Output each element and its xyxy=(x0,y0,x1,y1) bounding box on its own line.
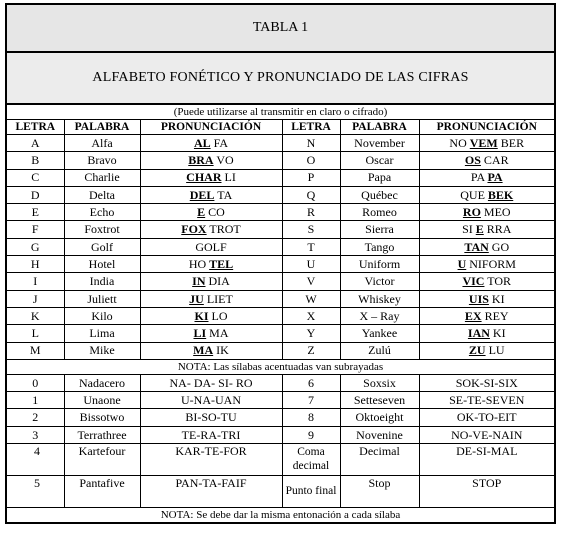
word-cell: Foxtrot xyxy=(64,221,140,238)
syllable-plain: BER xyxy=(497,135,525,150)
letter-cell: F xyxy=(6,221,64,238)
letter-cell: T xyxy=(282,238,340,255)
digit-cell: 3 xyxy=(6,426,64,443)
letter-cell: X xyxy=(282,307,340,324)
letter-cell: B xyxy=(6,152,64,169)
pronunciation-cell: STOP xyxy=(419,476,555,508)
stressed-syllable xyxy=(487,170,502,184)
header-letra-2: LETRA xyxy=(282,120,340,135)
pronunciation-cell: SOK-SI-SIX xyxy=(419,374,555,391)
stressed-syllable-text: TEL xyxy=(209,256,234,271)
stressed-syllable xyxy=(470,136,498,150)
word-cell: Bravo xyxy=(64,152,140,169)
pronunciation-cell: NA- DA- SI- RO xyxy=(140,374,282,391)
pronunciation-cell xyxy=(140,238,282,255)
word-cell: Papa xyxy=(340,169,419,186)
syllable-plain: IK xyxy=(213,343,229,358)
table-subtitle: ALFABETO FONÉTICO Y PRONUNCIADO DE LAS CIFRAS xyxy=(6,52,555,104)
stressed-syllable xyxy=(469,343,486,357)
stressed-syllable xyxy=(458,257,467,271)
word-cell: Yankee xyxy=(340,325,419,342)
pronunciation-cell: NO-VE-NAIN xyxy=(419,426,555,443)
pronunciation-cell xyxy=(419,325,555,342)
pronunciation-cell xyxy=(419,169,555,186)
word-cell: Uniform xyxy=(340,256,419,273)
stressed-syllable xyxy=(468,326,490,340)
letter-row xyxy=(6,273,555,290)
word-cell: Pantafive xyxy=(64,476,140,508)
note-top: (Puede utilizarse al transmitir en claro o cifrado) xyxy=(6,104,555,120)
syllable-plain: TOR xyxy=(484,274,512,289)
letter-cell: H xyxy=(6,256,64,273)
word-cell: Alfa xyxy=(64,135,140,152)
stressed-syllable xyxy=(189,292,204,306)
pronunciation-cell xyxy=(140,221,282,238)
letter-cell: G xyxy=(6,238,64,255)
letter-cell: E xyxy=(6,204,64,221)
word-cell: Setteseven xyxy=(340,392,419,409)
pronunciation-cell: BI-SO-TU xyxy=(140,409,282,426)
syllable-plain: QUE xyxy=(460,187,488,202)
word-cell: Kartefour xyxy=(64,444,140,476)
word-cell: Echo xyxy=(64,204,140,221)
syllable-plain: KI xyxy=(488,291,505,306)
letter-row xyxy=(6,342,555,359)
stressed-syllable-text: MA xyxy=(193,343,214,358)
word-cell: November xyxy=(340,135,419,152)
stressed-syllable-text: BRA xyxy=(188,153,214,168)
letter-row xyxy=(6,325,555,342)
letter-cell: I xyxy=(6,273,64,290)
header-palabra-2: PALABRA xyxy=(340,120,419,135)
syllable-plain: TROT xyxy=(206,222,241,237)
digit-cell: 1 xyxy=(6,392,64,409)
stressed-syllable-text: EX xyxy=(464,308,482,323)
pronunciation-cell xyxy=(140,273,282,290)
letter-cell: S xyxy=(282,221,340,238)
stressed-syllable-text: E xyxy=(475,222,484,237)
stressed-syllable xyxy=(190,188,215,202)
word-cell: Tango xyxy=(340,238,419,255)
stressed-syllable-text: AL xyxy=(193,135,211,150)
stressed-syllable-text: BEK xyxy=(487,187,514,202)
stressed-syllable-text: E xyxy=(197,205,206,220)
table-title: TABLA 1 xyxy=(6,4,555,52)
digit-cell: 6 xyxy=(282,374,340,391)
phonetic-alphabet-table xyxy=(5,3,556,524)
letter-cell: N xyxy=(282,135,340,152)
stressed-syllable xyxy=(476,222,484,236)
pronunciation-cell xyxy=(140,152,282,169)
letter-cell: K xyxy=(6,307,64,324)
note-bottom: NOTA: Se debe dar la misma entonación a cada sílaba xyxy=(6,508,555,524)
digit-row xyxy=(6,444,555,476)
letter-cell: R xyxy=(282,204,340,221)
stressed-syllable xyxy=(488,188,513,202)
digit-cell: Punto final xyxy=(282,476,340,508)
letter-cell: C xyxy=(6,169,64,186)
syllable-plain: CAR xyxy=(480,153,509,168)
syllable-plain: GOLF xyxy=(195,239,227,254)
word-cell: Sierra xyxy=(340,221,419,238)
digit-row xyxy=(6,374,555,391)
word-cell: Nadacero xyxy=(64,374,140,391)
digit-row xyxy=(6,409,555,426)
letter-cell: Q xyxy=(282,186,340,203)
stressed-syllable-text: DEL xyxy=(189,187,215,202)
stressed-syllable xyxy=(465,153,481,167)
digit-row xyxy=(6,392,555,409)
syllable-plain: LIET xyxy=(203,291,233,306)
syllable-plain: REY xyxy=(481,308,509,323)
pronunciation-cell xyxy=(419,152,555,169)
pronunciation-cell xyxy=(140,186,282,203)
stressed-syllable xyxy=(193,343,213,357)
pronunciation-cell xyxy=(419,290,555,307)
digit-row xyxy=(6,426,555,443)
letter-row xyxy=(6,221,555,238)
word-cell: Zulú xyxy=(340,342,419,359)
letter-cell: P xyxy=(282,169,340,186)
word-cell: Charlie xyxy=(64,169,140,186)
letter-row xyxy=(6,256,555,273)
digit-cell: 7 xyxy=(282,392,340,409)
syllable-plain: SI xyxy=(462,222,476,237)
word-cell: Romeo xyxy=(340,204,419,221)
word-cell: Terrathree xyxy=(64,426,140,443)
letter-row xyxy=(6,186,555,203)
stressed-syllable-text: U xyxy=(457,256,467,271)
syllable-plain: TA xyxy=(214,187,233,202)
syllable-plain: GO xyxy=(488,239,510,254)
stressed-syllable xyxy=(462,274,484,288)
stressed-syllable xyxy=(209,257,233,271)
word-cell: Stop xyxy=(340,476,419,508)
digit-cell: 9 xyxy=(282,426,340,443)
letter-cell: O xyxy=(282,152,340,169)
stressed-syllable xyxy=(194,309,208,323)
syllable-plain: NO xyxy=(449,135,470,150)
letter-row xyxy=(6,290,555,307)
word-cell: Unaone xyxy=(64,392,140,409)
phonetic-table-container xyxy=(5,3,554,524)
word-cell: Delta xyxy=(64,186,140,203)
word-cell: Novenine xyxy=(340,426,419,443)
stressed-syllable-text: RO xyxy=(462,205,481,220)
syllable-plain: LO xyxy=(208,308,228,323)
pronunciation-cell: OK-TO-EIT xyxy=(419,409,555,426)
word-cell: X – Ray xyxy=(340,307,419,324)
digit-cell: 0 xyxy=(6,374,64,391)
word-cell: Victor xyxy=(340,273,419,290)
word-cell: Québec xyxy=(340,186,419,203)
syllable-plain: NIFORM xyxy=(466,256,516,271)
pronunciation-cell: DE-SI-MAL xyxy=(419,444,555,476)
letter-cell: L xyxy=(6,325,64,342)
pronunciation-cell xyxy=(140,256,282,273)
pronunciation-cell xyxy=(419,307,555,324)
stressed-syllable-text: ZU xyxy=(468,343,486,358)
digit-cell: Coma decimal xyxy=(282,444,340,476)
syllable-plain: MA xyxy=(206,326,229,341)
pronunciation-cell: PAN-TA-FAIF xyxy=(140,476,282,508)
stressed-syllable-text: KI xyxy=(194,308,209,323)
letter-row xyxy=(6,169,555,186)
header-pronunciacion-2: PRONUNCIACIÓN xyxy=(419,120,555,135)
syllable-plain: DIA xyxy=(205,274,230,289)
pronunciation-cell xyxy=(140,290,282,307)
pronunciation-cell xyxy=(419,186,555,203)
pronunciation-cell xyxy=(140,342,282,359)
stressed-syllable-text: CHAR xyxy=(186,170,222,185)
letter-cell: J xyxy=(6,290,64,307)
stressed-syllable xyxy=(186,170,221,184)
stressed-syllable-text: OS xyxy=(464,153,481,168)
header-letra-1: LETRA xyxy=(6,120,64,135)
stressed-syllable xyxy=(188,153,213,167)
stressed-syllable xyxy=(465,309,482,323)
stressed-syllable xyxy=(193,326,206,340)
pronunciation-cell: KAR-TE-FOR xyxy=(140,444,282,476)
letter-row xyxy=(6,135,555,152)
syllable-plain: MEO xyxy=(480,205,511,220)
letter-cell: W xyxy=(282,290,340,307)
word-cell: Mike xyxy=(64,342,140,359)
word-cell: Oktoeight xyxy=(340,409,419,426)
stressed-syllable-text: LI xyxy=(193,326,207,341)
word-cell: Kilo xyxy=(64,307,140,324)
word-cell: India xyxy=(64,273,140,290)
syllable-plain: RRA xyxy=(483,222,512,237)
syllable-plain: LU xyxy=(485,343,505,358)
pronunciation-cell xyxy=(419,221,555,238)
stressed-syllable xyxy=(192,274,205,288)
stressed-syllable-text: VEM xyxy=(469,135,498,150)
letter-cell: Y xyxy=(282,325,340,342)
pronunciation-cell xyxy=(140,204,282,221)
header-pronunciacion-1: PRONUNCIACIÓN xyxy=(140,120,282,135)
stressed-syllable xyxy=(469,292,489,306)
letter-cell: Z xyxy=(282,342,340,359)
stressed-syllable-text: IN xyxy=(192,274,206,289)
word-cell: Whiskey xyxy=(340,290,419,307)
letter-row xyxy=(6,238,555,255)
word-cell: Decimal xyxy=(340,444,419,476)
pronunciation-cell: TE-RA-TRI xyxy=(140,426,282,443)
pronunciation-cell: SE-TE-SEVEN xyxy=(419,392,555,409)
word-cell: Hotel xyxy=(64,256,140,273)
stressed-syllable-text: IAN xyxy=(467,326,490,341)
word-cell: Bissotwo xyxy=(64,409,140,426)
note-mid: NOTA: Las sílabas acentuadas van subrayadas xyxy=(6,359,555,374)
letter-cell: V xyxy=(282,273,340,290)
digit-cell: 2 xyxy=(6,409,64,426)
word-cell: Lima xyxy=(64,325,140,342)
pronunciation-cell xyxy=(419,135,555,152)
header-row xyxy=(6,120,555,135)
letter-cell: M xyxy=(6,342,64,359)
pronunciation-cell xyxy=(140,169,282,186)
syllable-plain: FA xyxy=(210,135,229,150)
syllable-plain: KI xyxy=(489,326,506,341)
stressed-syllable xyxy=(464,240,488,254)
letter-row xyxy=(6,307,555,324)
letter-row xyxy=(6,204,555,221)
digit-cell: 8 xyxy=(282,409,340,426)
stressed-syllable-text: UIS xyxy=(468,291,489,306)
syllable-plain: HO xyxy=(188,256,210,271)
header-palabra-1: PALABRA xyxy=(64,120,140,135)
letter-row xyxy=(6,152,555,169)
pronunciation-cell xyxy=(419,256,555,273)
pronunciation-cell xyxy=(140,135,282,152)
stressed-syllable-text: VIC xyxy=(462,274,485,289)
word-cell: Golf xyxy=(64,238,140,255)
syllable-plain: PA xyxy=(470,170,488,185)
letter-cell: U xyxy=(282,256,340,273)
pronunciation-cell xyxy=(140,307,282,324)
word-cell: Juliett xyxy=(64,290,140,307)
stressed-syllable-text: JU xyxy=(189,291,204,306)
syllable-plain: LI xyxy=(221,170,236,185)
stressed-syllable-text: FOX xyxy=(181,222,207,237)
word-cell: Soxsix xyxy=(340,374,419,391)
word-cell: Oscar xyxy=(340,152,419,169)
syllable-plain: VO xyxy=(213,153,234,168)
letter-cell: A xyxy=(6,135,64,152)
pronunciation-cell xyxy=(419,238,555,255)
stressed-syllable xyxy=(463,205,481,219)
stressed-syllable-text: TAN xyxy=(464,239,489,254)
pronunciation-cell xyxy=(419,273,555,290)
pronunciation-cell xyxy=(419,342,555,359)
pronunciation-cell: U-NA-UAN xyxy=(140,392,282,409)
digit-cell: 4 xyxy=(6,444,64,476)
stressed-syllable xyxy=(194,136,211,150)
syllable-plain: CO xyxy=(205,205,225,220)
pronunciation-cell xyxy=(419,204,555,221)
digit-cell: 5 xyxy=(6,476,64,508)
stressed-syllable-text: PA xyxy=(487,170,503,185)
stressed-syllable xyxy=(197,205,205,219)
stressed-syllable xyxy=(181,222,206,236)
pronunciation-cell xyxy=(140,325,282,342)
digit-row xyxy=(6,476,555,508)
letter-cell: D xyxy=(6,186,64,203)
